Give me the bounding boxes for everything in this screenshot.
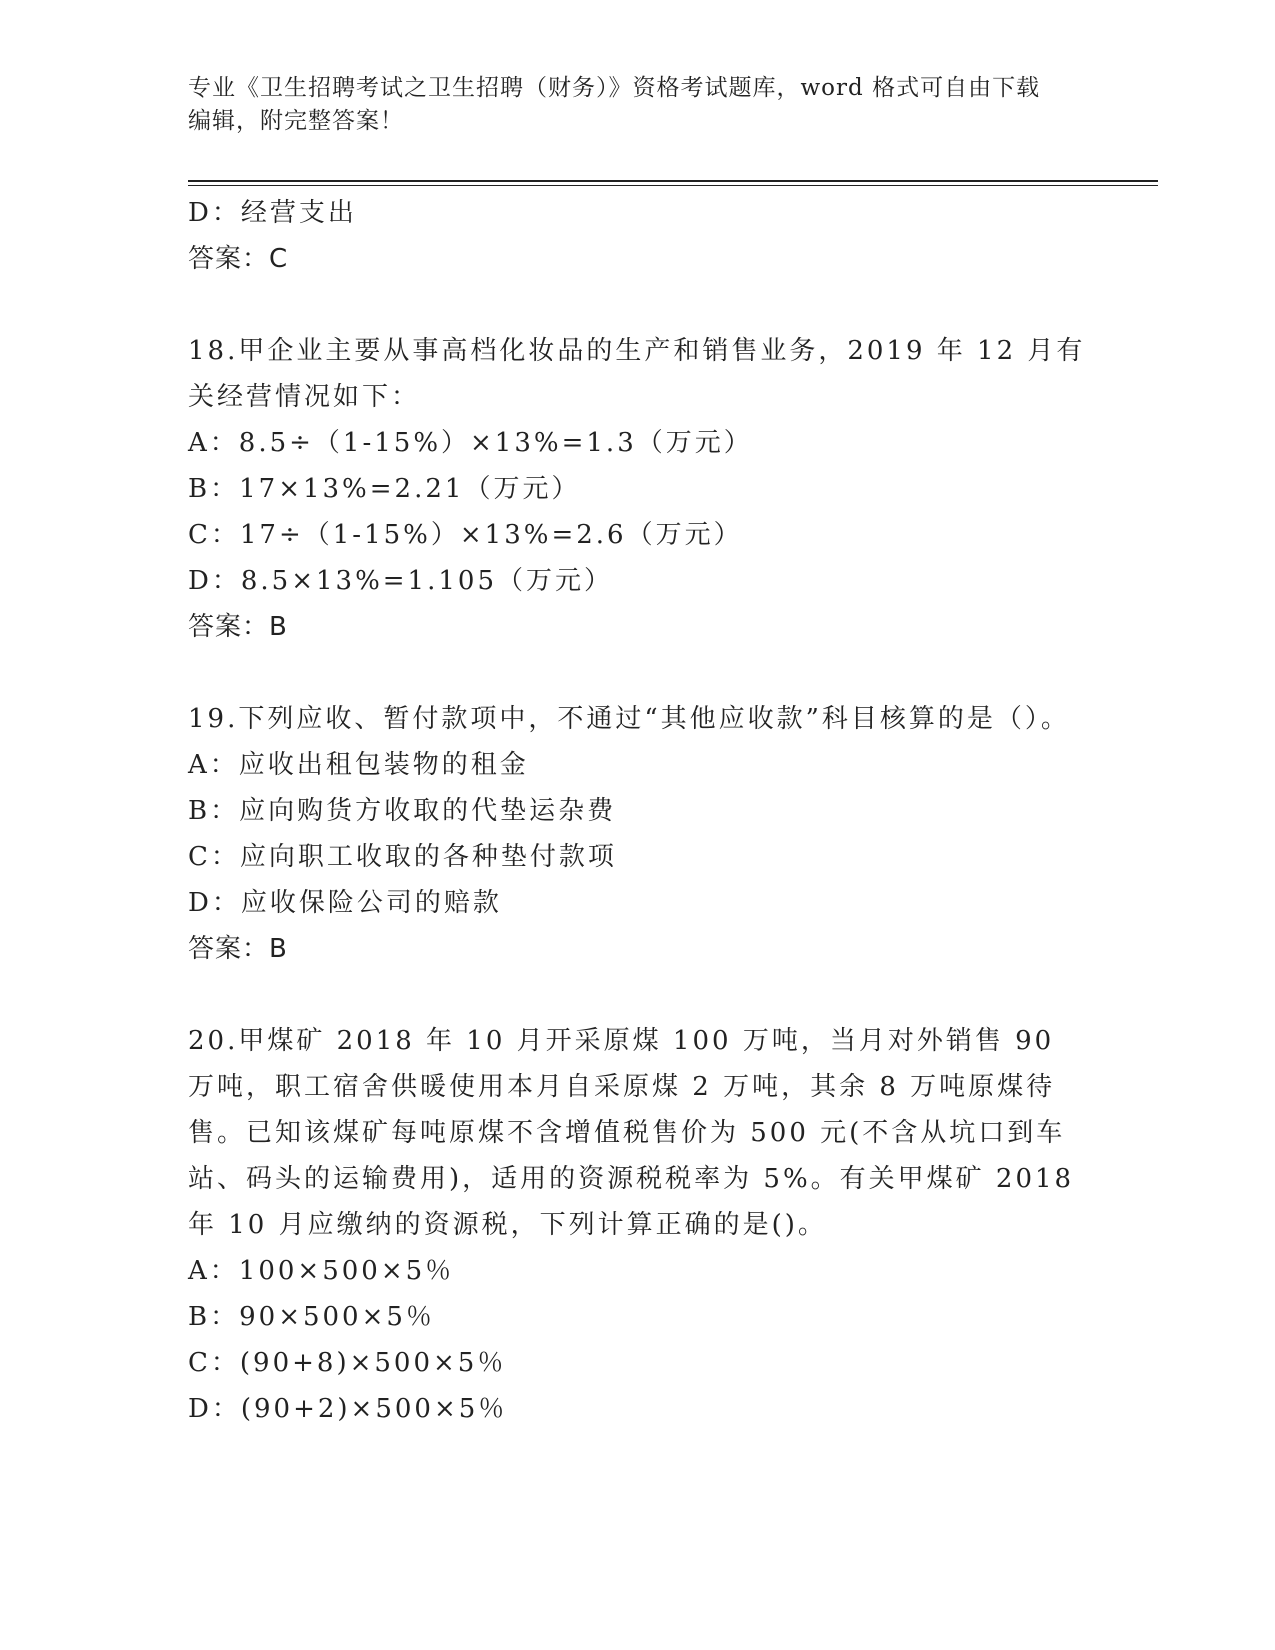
header-divider-thin [188, 185, 1158, 186]
header-divider-thick [188, 180, 1158, 182]
option-c: C：应向职工收取的各种垫付款项 [188, 842, 617, 872]
option-d: D：经营支出 [188, 198, 357, 228]
question-19 [188, 696, 1088, 972]
option-d: D：8.5×13%=1.105（万元） [188, 566, 613, 596]
answer-line: 答案：B [188, 934, 288, 964]
option-a: A：应收出租包装物的租金 [188, 750, 529, 780]
answer-line: 答案：C [188, 244, 289, 274]
document-header: 专业《卫生招聘考试之卫生招聘（财务）》资格考试题库，word 格式可自由下载 编辑，附完整答案！ [188, 75, 1041, 134]
question-18 [188, 328, 1088, 650]
option-a: A：100×500×5％ [188, 1256, 455, 1286]
question-content [188, 190, 1088, 1432]
option-c: C：(90+8)×500×5％ [188, 1348, 507, 1378]
question-stem: 20.甲煤矿 2018 年 10 月开采原煤 100 万吨，当月对外销售 90 万吨，职工宿舍供暖使用本月自采原煤 2 万吨，其余 8 万吨原煤待售。已知该煤矿每吨原煤不含增值税售价为 500 元(不含从坑口到车站、码头的运输费用)，适用的资源税税率为 5%。有关甲煤矿 2018 年 10 月应缴纳的资源税，下列计算正确的是()。 [188, 1026, 1075, 1240]
option-d: D：应收保险公司的赔款 [188, 888, 502, 918]
option-b: B：17×13%=2.21（万元） [188, 474, 581, 504]
option-b: B：应向购货方收取的代垫运杂费 [188, 796, 617, 826]
option-d: D：(90+2)×500×5％ [188, 1394, 508, 1424]
question-stem: 18.甲企业主要从事高档化妆品的生产和销售业务，2019 年 12 月有关经营情况如下： [188, 336, 1086, 412]
option-a: A：8.5÷（1-15%）×13%=1.3（万元） [188, 428, 753, 458]
question-20 [188, 1018, 1088, 1432]
option-c: C：17÷（1-15%）×13%=2.6（万元） [188, 520, 743, 550]
answer-line: 答案：B [188, 612, 288, 642]
option-b: B：90×500×5％ [188, 1302, 435, 1332]
question-stem: 19.下列应收、暂付款项中，不通过“其他应收款”科目核算的是（）。 [188, 704, 1070, 734]
